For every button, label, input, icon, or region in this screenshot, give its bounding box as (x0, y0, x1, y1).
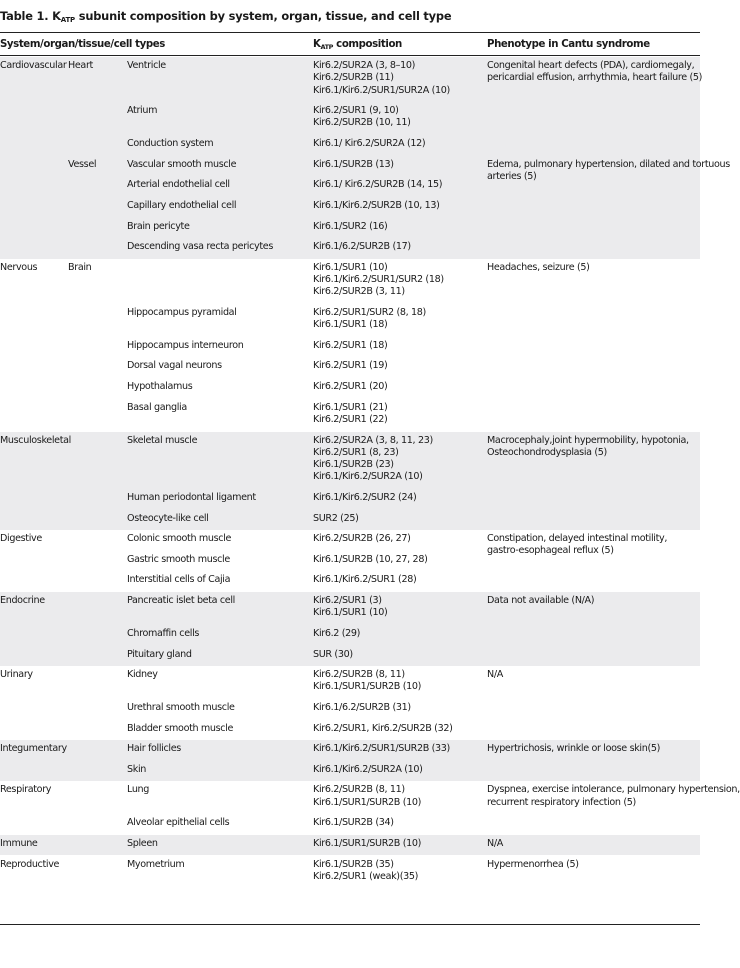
katp-composition: Kir6.2/SUR2A (3, 8–10) Kir6.2/SUR2B (11) Kir6.1/Kir6.2/SUR1/SUR2A (10) (313, 60, 450, 96)
system-name: Urinary (0, 669, 33, 681)
katp-composition: Kir6.2/SUR1 (3) Kir6.1/SUR1 (10) (313, 595, 388, 619)
cell-type: Spleen (127, 837, 158, 849)
cell-type: Hypothalamus (127, 381, 193, 392)
organ-name: Vessel (68, 158, 97, 170)
cantu-phenotype: Hypertrichosis, wrinkle or loose skin(5) (487, 743, 661, 755)
cell-type: Capillary endothelial cell (127, 199, 237, 211)
cantu-phenotype: Congenital heart defects (PDA), cardiomegaly, pericardial effusion, arrhythmia, heart failure (5) (487, 60, 703, 84)
cell-type: Dorsal vagal neurons (127, 360, 222, 372)
cell-type: Gastric smooth muscle (127, 553, 230, 565)
cell-type: Basal ganglia (127, 401, 187, 413)
system-name: Reproductive (0, 858, 60, 870)
cell-type: Urethral smooth muscle (127, 702, 235, 713)
cell-type: Osteocyte-like cell (127, 512, 209, 524)
table-title-prefix: Table 1. K (0, 9, 61, 23)
table-title (0, 9, 700, 24)
cantu-phenotype: Data not available (N/A) (487, 595, 595, 606)
cell-type: Bladder smooth muscle (127, 722, 234, 734)
katp-composition: Kir6.1/SUR2B (13) (313, 158, 394, 170)
katp-composition: Kir6.1/Kir6.2/SUR2 (24) (313, 492, 417, 503)
cell-type: Atrium (127, 105, 158, 117)
cell-type: Ventricle (127, 60, 166, 71)
katp-composition: Kir6.2/SUR2A (3, 8, 11, 23) Kir6.2/SUR1 (8, 23) Kir6.1/SUR2B (23) Kir6.1/Kir6.2/SUR2A (10) (313, 434, 433, 483)
cell-type: Pancreatic islet beta cell (127, 595, 235, 606)
system-name: Endocrine (0, 595, 45, 606)
cell-type: Alveolar epithelial cells (127, 817, 230, 829)
system-name: Immune (0, 837, 38, 849)
katp-composition: Kir6.1/ Kir6.2/SUR2A (12) (313, 138, 426, 150)
header-composition (313, 39, 402, 51)
table-top-rule (0, 32, 700, 33)
cell-type: Hippocampus pyramidal (127, 306, 237, 318)
katp-composition: Kir6.1/6.2/SUR2B (31) (313, 702, 411, 713)
cell-type: Chromaffin cells (127, 627, 200, 639)
cell-type: Skeletal muscle (127, 434, 198, 446)
katp-composition: Kir6.1/Kir6.2/SUR1/SUR2B (33) (313, 743, 450, 755)
katp-composition: Kir6.2/SUR1, Kir6.2/SUR2B (32) (313, 722, 453, 734)
cantu-phenotype: N/A (487, 837, 503, 849)
system-name: Digestive (0, 533, 42, 545)
katp-composition: Kir6.1/Kir6.2/SUR2B (10, 13) (313, 199, 440, 211)
cantu-phenotype: Headaches, seizure (5) (487, 261, 590, 273)
header-system: System/organ/tissue/cell types (0, 39, 165, 50)
cantu-phenotype: Dyspnea, exercise intolerance, pulmonary hypertension, recurrent respiratory infection (5) (487, 784, 740, 808)
cell-type: Kidney (127, 669, 158, 681)
katp-composition: Kir6.2/SUR1 (9, 10) Kir6.2/SUR2B (10, 11) (313, 105, 411, 129)
cell-type: Human periodontal ligament (127, 492, 256, 503)
katp-composition: Kir6.1/SUR2 (16) (313, 220, 388, 232)
katp-composition: Kir6.2/SUR2B (26, 27) (313, 533, 411, 545)
katp-composition: Kir6.2/SUR1 (19) (313, 360, 388, 372)
organ-name: Brain (68, 261, 92, 273)
cell-type: Pituitary gland (127, 648, 192, 660)
katp-composition: Kir6.2/SUR1 (18) (313, 339, 388, 351)
katp-composition: Kir6.2/SUR1 (20) (313, 381, 388, 392)
system-name: Musculoskeletal (0, 434, 71, 446)
organ-name: Heart (68, 60, 93, 71)
system-name: Nervous (0, 261, 38, 273)
katp-composition: Kir6.2/SUR1/SUR2 (8, 18) Kir6.1/SUR1 (18) (313, 306, 426, 331)
system-name: Integumentary (0, 743, 67, 755)
katp-composition: Kir6.1/SUR1/SUR2B (10) (313, 837, 422, 849)
cell-type: Arterial endothelial cell (127, 179, 230, 191)
katp-composition: Kir6.1/SUR2B (34) (313, 817, 394, 829)
cell-type: Colonic smooth muscle (127, 533, 232, 545)
cell-type: Brain pericyte (127, 220, 190, 232)
katp-composition: Kir6.1/SUR1 (21) Kir6.2/SUR1 (22) (313, 401, 388, 425)
katp-composition: Kir6.2/SUR2B (8, 11) Kir6.1/SUR1/SUR2B (10) (313, 669, 422, 693)
cell-type: Hair follicles (127, 743, 181, 755)
katp-composition: Kir6.1/ Kir6.2/SUR2B (14, 15) (313, 179, 443, 191)
katp-composition: SUR (30) (313, 648, 353, 660)
katp-composition: Kir6.1/SUR2B (10, 27, 28) (313, 553, 428, 565)
cell-type: Myometrium (127, 858, 185, 870)
cantu-phenotype: Edema, pulmonary hypertension, dilated and tortuous arteries (5) (487, 158, 730, 182)
cell-type: Lung (127, 784, 150, 796)
cell-type: Interstitial cells of Cajia (127, 574, 231, 586)
table-title-subscript: ATP (60, 16, 75, 24)
katp-composition: Kir6.1/6.2/SUR2B (17) (313, 241, 411, 253)
katp-composition: Kir6.1/SUR2B (35) Kir6.2/SUR1 (weak)(35) (313, 858, 418, 882)
header-composition-subscript: ATP (320, 43, 334, 51)
katp-composition: Kir6.1/SUR1 (10) Kir6.1/Kir6.2/SUR1/SUR2 (18) Kir6.2/SUR2B (3, 11) (313, 261, 444, 298)
header-rule (0, 55, 700, 56)
table-title-suffix: subunit composition by system, organ, tissue, and cell type (74, 9, 452, 23)
header-phenotype: Phenotype in Cantu syndrome (487, 39, 650, 50)
cantu-phenotype: Macrocephaly,joint hypermobility, hypotonia, Osteochondrodysplasia (5) (487, 434, 689, 458)
table-bottom-rule (0, 924, 700, 925)
header-composition-prefix: K (313, 39, 321, 50)
cantu-phenotype: N/A (487, 669, 503, 681)
system-name: Respiratory (0, 784, 52, 796)
katp-composition: Kir6.2 (29) (313, 627, 361, 639)
cell-type: Skin (127, 763, 146, 775)
cell-type: Hippocampus interneuron (127, 339, 244, 351)
system-name: Cardiovascular (0, 60, 67, 71)
katp-composition: Kir6.2/SUR2B (8, 11) Kir6.1/SUR1/SUR2B (10) (313, 784, 422, 808)
katp-composition: Kir6.1/Kir6.2/SUR1 (28) (313, 574, 417, 586)
katp-composition: Kir6.1/Kir6.2/SUR2A (10) (313, 763, 423, 775)
cell-type: Descending vasa recta pericytes (127, 241, 273, 253)
cell-type: Conduction system (127, 138, 214, 150)
header-composition-suffix: composition (333, 39, 402, 50)
katp-composition: SUR2 (25) (313, 512, 359, 524)
cantu-phenotype: Constipation, delayed intestinal motility, gastro-esophageal reflux (5) (487, 533, 668, 557)
cell-type: Vascular smooth muscle (127, 158, 237, 170)
cantu-phenotype: Hypermenorrhea (5) (487, 858, 579, 870)
